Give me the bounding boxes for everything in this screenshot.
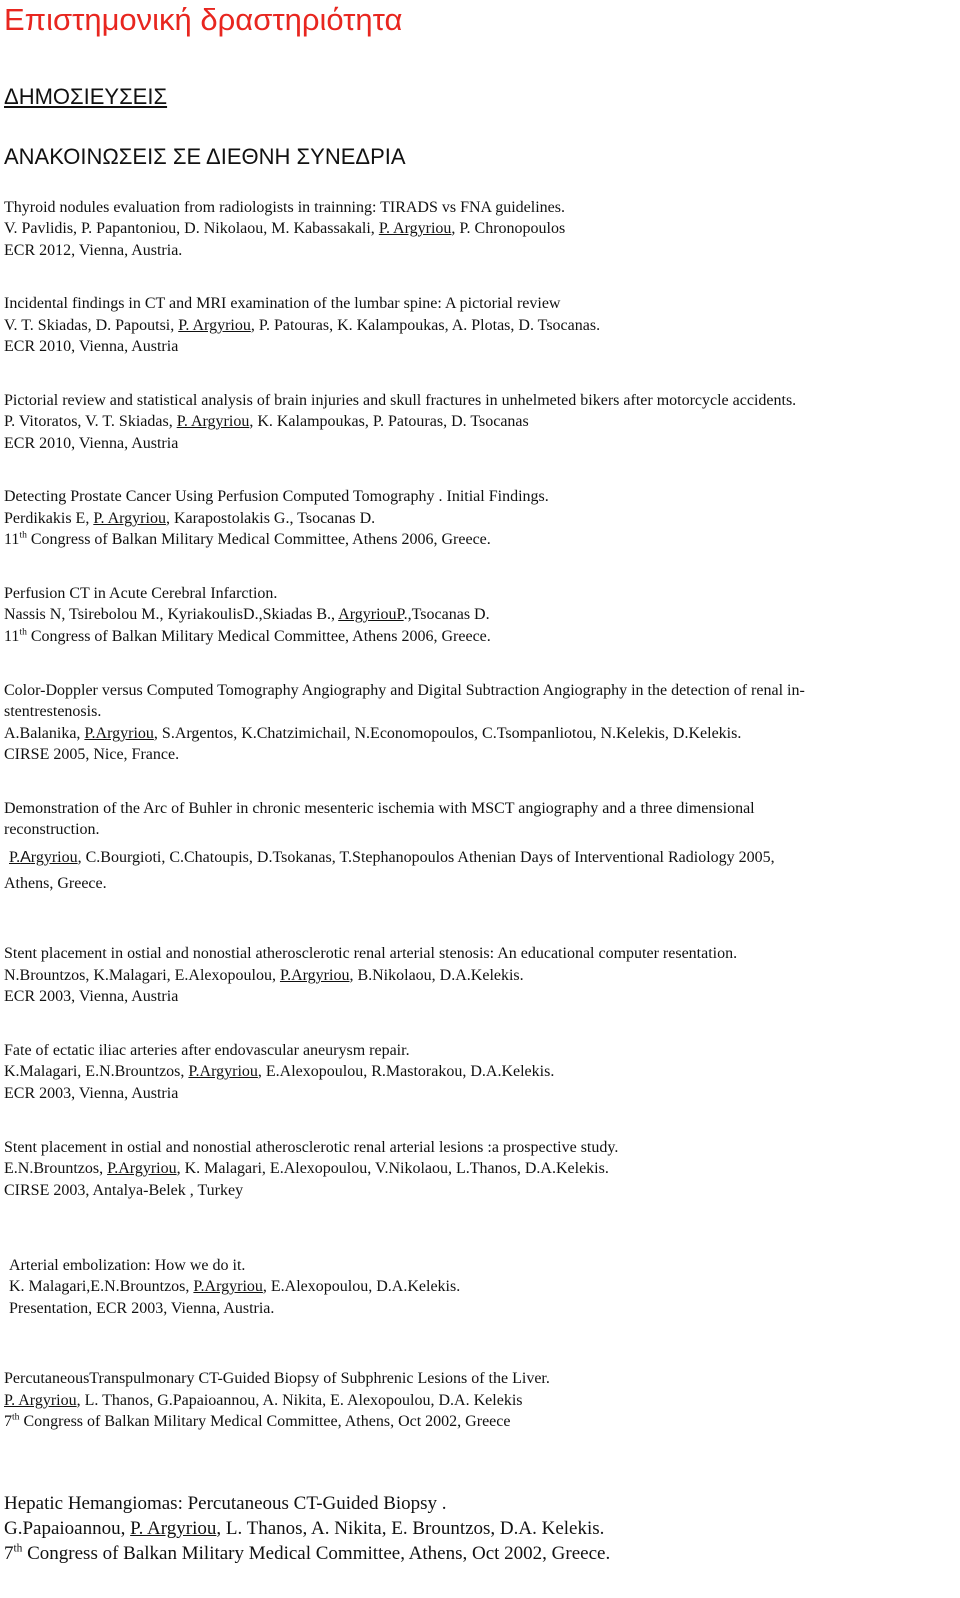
highlighted-author: A [20, 849, 31, 866]
authors-text: , E.Alexopoulou, R.Mastorakou, D.A.Kelekis. [257, 1063, 555, 1080]
entry-authors [9, 1276, 460, 1297]
highlighted-author: rgyriou [30, 849, 78, 866]
entry-authors [4, 1061, 554, 1082]
entry-venue: Athens, Greece. [4, 875, 107, 892]
authors-text: , P. Chronopoulos [451, 220, 566, 237]
highlighted-author: P.Argyriou [279, 967, 350, 984]
authors-text: , B.Nikolaou, D.A.Kelekis. [349, 967, 524, 984]
entry-title: Thyroid nodules evaluation from radiologists in trainning: TIRADS vs FNA guidelines. [4, 199, 565, 216]
authors-text: , K. Malagari, E.Alexopoulou, V.Nikolaou, L.Thanos, D.A.Kelekis. [176, 1160, 609, 1177]
highlighted-author: P.Argyriou [193, 1278, 263, 1295]
authors-text: Nassis N, Tsirebolou M., KyriakoulisD.,Skiadas B., [4, 606, 339, 623]
authors-text: P. Vitoratos, V. T. Skiadas, [4, 413, 177, 430]
entry-venue: ECR 2012, Vienna, Austria. [4, 242, 183, 259]
highlighted-author: P. Argyriou [93, 510, 166, 527]
venue-ordinal: 11 [4, 628, 20, 645]
entry-authors [4, 1390, 522, 1411]
entry-title-continued: reconstruction. [4, 821, 100, 838]
entry-venue: CIRSE 2005, Nice, France. [4, 746, 180, 763]
entry-venue: ECR 2010, Vienna, Austria [4, 435, 179, 452]
conferences-heading: ΑΝΑΚΟΙΝΩΣΕΙΣ ΣΕ ΔΙΕΘΝΗ ΣΥΝΕΔΡΙΑ [4, 144, 406, 169]
entry-authors [4, 315, 600, 336]
page-title: Επιστημονική δραστηριότητα [4, 2, 403, 37]
entry-venue [4, 626, 491, 647]
entry-title: Arterial embolization: How we do it. [9, 1257, 246, 1274]
authors-text: , P. Patouras, K. Kalampoukas, A. Plotas, D. Tsocanas. [250, 317, 601, 334]
highlighted-author: ArgyriouP [338, 606, 404, 623]
authors-text: V. T. Skiadas, D. Papoutsi, [4, 317, 179, 334]
entry-venue: ECR 2003, Vienna, Austria [4, 1085, 179, 1102]
entry-authors [4, 723, 741, 744]
authors-text: , Karapostolakis G., Tsocanas D. [165, 510, 376, 527]
authors-text: , L. Thanos, G.Papaioannou, A. Nikita, E. Alexopoulou, D.A. Kelekis [76, 1392, 523, 1409]
authors-text: G.Papaioannou, [4, 1518, 131, 1539]
authors-text: K.Malagari, E.N.Brountzos, [4, 1063, 189, 1080]
venue-text: Congress of Balkan Military Medical Committee, Athens 2006, Greece. [26, 531, 491, 548]
highlighted-author: P. Argyriou [176, 413, 250, 430]
publications-heading: ΔΗΜΟΣΙΕΥΣΕΙΣ [4, 84, 168, 109]
highlighted-author: P.Argyriou [188, 1063, 258, 1080]
entry-venue [4, 1542, 610, 1566]
authors-text: Perdikakis E, [4, 510, 94, 527]
authors-text: , S.Argentos, K.Chatzimichail, N.Economopoulos, C.Tsompanliotou, N.Kelekis, D.Kelekis. [153, 725, 742, 742]
entry-title: Demonstration of the Arc of Buhler in chronic mesenteric ischemia with MSCT angiography and a three dimensional [4, 800, 755, 817]
authors-text: , E.Alexopoulou, D.A.Kelekis. [262, 1278, 461, 1295]
entry-title: Hepatic Hemangiomas: Percutaneous CT-Guided Biopsy . [4, 1493, 447, 1514]
venue-text: Congress of Balkan Military Medical Committee, Athens, Oct 2002, Greece [19, 1413, 511, 1430]
entry-title: Stent placement in ostial and nonostial atherosclerotic renal arterial lesions :a prospective study. [4, 1139, 619, 1156]
entry-authors [4, 604, 490, 625]
entry-title: Detecting Prostate Cancer Using Perfusion Computed Tomography . Initial Findings. [4, 488, 549, 505]
entry-venue: Presentation, ECR 2003, Vienna, Austria. [9, 1300, 275, 1317]
entry-title: Perfusion CT in Acute Cerebral Infarction. [4, 585, 278, 602]
entry-venue: ECR 2003, Vienna, Austria [4, 988, 179, 1005]
entry-venue [4, 1411, 510, 1432]
authors-text: , C.Bourgioti, C.Chatoupis, D.Tsokanas, T.Stephanopoulos Athenian Days of Interventional Radiology 2005, [77, 849, 775, 866]
venue-ordinal: 11 [4, 531, 20, 548]
authors-text: V. Pavlidis, P. Papantoniou, D. Nikolaou, M. Kabassakali, [4, 220, 379, 237]
entry-title: Color-Doppler versus Computed Tomography Angiography and Digital Subtraction Angiography in the detection of renal in- [4, 682, 805, 699]
venue-ordinal-suffix: th [19, 529, 27, 541]
venue-ordinal-suffix: th [13, 1542, 23, 1555]
highlighted-author: P.Argyriou [107, 1160, 177, 1177]
entry-authors [4, 508, 375, 529]
entry-authors [4, 411, 529, 432]
entry-title: PercutaneousTranspulmonary CT-Guided Biopsy of Subphrenic Lesions of the Liver. [4, 1370, 550, 1387]
entry-title: Stent placement in ostial and nonostial atherosclerotic renal arterial stenosis: An educational computer resentation. [4, 945, 738, 962]
highlighted-author: P.Argyriou [84, 725, 154, 742]
authors-text: K. Malagari,E.N.Brountzos, [9, 1278, 194, 1295]
highlighted-author: P. Argyriou [4, 1392, 77, 1409]
authors-text: , L. Thanos, A. Nikita, E. Brountzos, D.A. Kelekis. [216, 1518, 605, 1539]
entry-authors [4, 965, 524, 986]
entry-authors [9, 847, 775, 868]
entry-title: Incidental findings in CT and MRI examination of the lumbar spine: A pictorial review [4, 295, 561, 312]
authors-text: , K. Kalampoukas, P. Patouras, D. Tsocanas [249, 413, 529, 430]
entry-venue: CIRSE 2003, Antalya-Belek , Turkey [4, 1182, 244, 1199]
venue-ordinal: 7 [4, 1413, 12, 1430]
venue-ordinal-suffix: th [19, 626, 27, 638]
highlighted-author: P. Argyriou [378, 220, 452, 237]
authors-text: E.N.Brountzos, [4, 1160, 108, 1177]
entry-venue: ECR 2010, Vienna, Austria [4, 338, 179, 355]
authors-text: A.Balanika, [4, 725, 85, 742]
highlighted-author: P. Argyriou [178, 317, 251, 334]
highlighted-author: P. [9, 849, 21, 866]
highlighted-author: P. Argyriou [130, 1518, 217, 1539]
authors-text: .,Tsocanas D. [403, 606, 490, 623]
entry-authors [4, 218, 565, 239]
entry-title-continued: stentrestenosis. [4, 703, 102, 720]
entry-title: Fate of ectatic iliac arteries after endovascular aneurysm repair. [4, 1042, 410, 1059]
venue-ordinal: 7 [4, 1543, 14, 1564]
venue-ordinal-suffix: th [12, 1411, 20, 1423]
authors-text: N.Brountzos, K.Malagari, E.Alexopoulou, [4, 967, 280, 984]
entry-authors [4, 1158, 609, 1179]
venue-text: Congress of Balkan Military Medical Committee, Athens 2006, Greece. [26, 628, 491, 645]
entry-authors [4, 1517, 604, 1541]
entry-venue [4, 529, 491, 550]
venue-text: Congress of Balkan Military Medical Committee, Athens, Oct 2002, Greece. [22, 1543, 611, 1564]
entry-title: Pictorial review and statistical analysis of brain injuries and skull fractures in unhelmeted bikers after motorcycle accidents. [4, 392, 797, 409]
